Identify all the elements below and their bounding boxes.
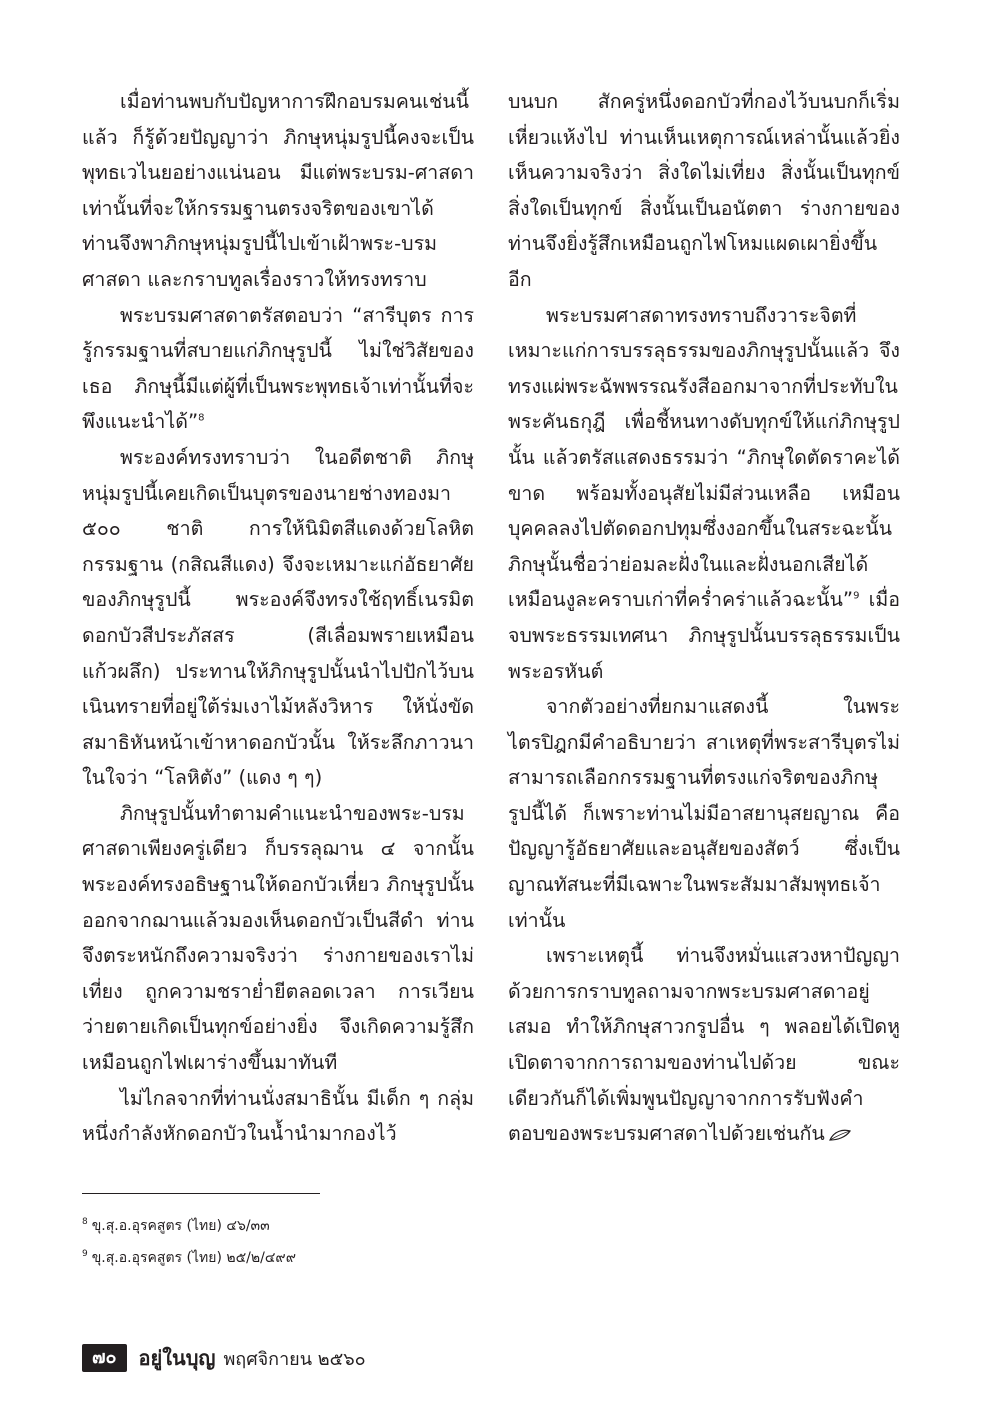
paragraph (82, 298, 474, 440)
paragraph (508, 298, 900, 690)
footnote-divider (82, 1193, 320, 1194)
paragraph-text: เมื่อจบพระธรรมเทศนา ภิกษุรูปนั้นบรรลุธรรมเป็นพระอรหันต์ (508, 588, 900, 683)
paragraph-text: พระบรมศาสดาทรงทราบถึงวาระจิตที่เหมาะแก่การบรรลุธรรมของภิกษุรูปนั้นแล้ว จึงทรงแผ่พระฉัพพรรณรังสีออกมาจากที่ประทับในพระคันธกุฎี เพื่อชี้หนทางดับทุกข์ให้แก่ภิกษุรูปนั้น แล้วตรัสแสดงธรรมว่า “ภิกษุใดตัดราคะได้ขาด พร้อมทั้งอนุสัยไม่มีส่วนเหลือ เหมือนบุคคลลงไปตัดดอกปทุมซึ่งงอกขึ้นในสระฉะนั้น ภิกษุนั้นชื่อว่าย่อมละฝั่งในและฝั่งนอกเสียได้ เหมือนงูละคราบเก่าที่คร่ำคร่าแล้วฉะนั้น” (508, 303, 900, 612)
footnote-number: 9 (82, 1249, 88, 1260)
footnote-text: ขุ.สุ.อ.อุรคสูตร (ไทย) ๒๕/๒/๔๙๙ (91, 1250, 296, 1266)
paragraph (508, 938, 900, 1152)
paragraph: บนบก สักครู่หนึ่งดอกบัวที่กองไว้บนบกก็เริ่มเหี่ยวแห้งไป ท่านเห็นเหตุการณ์เหล่านั้นแล้วยิ่งเห็นความจริงว่า สิ่งใดไม่เที่ยง สิ่งนั้นเป็นทุกข์ สิ่งใดเป็นทุกข์ สิ่งนั้นเป็นอนัตตา ร่างกายของท่านจึงยิ่งรู้สึกเหมือนถูกไฟโหมแผดเผายิ่งขึ้นอีก (508, 90, 900, 291)
leaf-end-icon (829, 1129, 851, 1141)
paragraph: ภิกษุรูปนั้นทำตามคำแนะนำของพระ-บรมศาสดาเพียงครู่เดียว ก็บรรลุฌาน ๔ จากนั้นพระองค์ทรงอธิษฐานให้ดอกบัวเหี่ยว ภิกษุรูปนั้นออกจากฌานแล้วมองเห็นดอกบัวเป็นสีดำ ท่านจึงตระหนักถึงความจริงว่า ร่างกายของเราไม่เที่ยง ถูกความชราย่ำยีตลอดเวลา การเวียนว่ายตายเกิดเป็นทุกข์อย่างยิ่ง จึงเกิดความรู้สึกเหมือนถูกไฟเผาร่างขึ้นมาทันที (82, 801, 474, 1075)
paragraph-text: เพราะเหตุนี้ ท่านจึงหมั่นแสวงหาปัญญาด้วยการกราบทูลถามจากพระบรมศาสดาอยู่เสมอ ทำให้ภิกษุสาวกรูปอื่น ๆ พลอยได้เปิดหูเปิดตาจากการถามของท่านไปด้วย ขณะเดียวกันก็ได้เพิ่มพูนปัญญาจากการรับฟังคำตอบของพระบรมศาสดาไปด้วยเช่นกัน (508, 944, 900, 1146)
footnote-ref: 9 (853, 590, 860, 602)
footnote-text: ขุ.สุ.อ.อุรคสูตร (ไทย) ๔๖/๓๓ (91, 1218, 270, 1234)
page-number: ๗๐ (82, 1344, 127, 1372)
issue-date: พฤศจิกายน ๒๕๖๐ (223, 1348, 366, 1370)
paragraph: เมื่อท่านพบกับปัญหาการฝึกอบรมคนเช่นนี้แล้ว ก็รู้ด้วยปัญญาว่า ภิกษุหนุ่มรูปนี้คงจะเป็นพุทธเวไนยอย่างแน่นอน มีแต่พระบรม-ศาสดาเท่านั้นที่จะให้กรรมฐานตรงจริตของเขาได้ ท่านจึงพาภิกษุหนุ่มรูปนี้ไปเข้าเฝ้าพระ-บรมศาสดา และกราบทูลเรื่องราวให้ทรงทราบ (82, 90, 474, 291)
footnote-number: 8 (82, 1217, 88, 1228)
magazine-title: อยู่ในบุญ (138, 1346, 216, 1370)
footnote-ref: 8 (198, 412, 205, 424)
page-footer (82, 1343, 366, 1373)
paragraph-text: พระบรมศาสดาตรัสตอบว่า “สารีบุตร การรู้กรรมฐานที่สบายแก่ภิกษุรูปนี้ ไม่ใช่วิสัยของเธอ ภิกษุนี้มีแต่ผู้ที่เป็นพระพุทธเจ้าเท่านั้นที่จะพึงแนะนำได้” (82, 303, 474, 434)
footnote (82, 1242, 582, 1274)
paragraph: จากตัวอย่างที่ยกมาแสดงนี้ ในพระไตรปิฎกมีคำอธิบายว่า สาเหตุที่พระสารีบุตรไม่สามารถเลือกกรรมฐานที่ตรงแก่จริตของภิกษุรูปนี้ได้ ก็เพราะท่านไม่มีอาสยานุสยญาณ คือ ปัญญารู้อัธยาศัยและอนุสัยของสัตว์ ซึ่งเป็นญาณทัสนะที่มีเฉพาะในพระสัมมาสัมพุทธเจ้าเท่านั้น (508, 695, 900, 932)
left-column (82, 84, 474, 1152)
right-column (508, 84, 900, 1152)
footnote (82, 1210, 582, 1242)
paragraph: ไม่ไกลจากที่ท่านนั่งสมาธินั้น มีเด็ก ๆ กลุ่มหนึ่งกำลังหักดอกบัวในน้ำนำมากองไว้ (82, 1086, 474, 1146)
paragraph: พระองค์ทรงทราบว่า ในอดีตชาติ ภิกษุหนุ่มรูปนี้เคยเกิดเป็นบุตรของนายช่างทองมา ๕๐๐ ชาติ การให้นิมิตสีแดงด้วยโลหิตกรรมฐาน (กสิณสีแดง) จึงจะเหมาะแก่อัธยาศัยของภิกษุรูปนี้ พระองค์จึงทรงใช้ฤทธิ์เนรมิตดอกบัวสีประภัสสร (สีเลื่อมพรายเหมือนแก้วผลึก) ประทานให้ภิกษุรูปนั้นนำไปปักไว้บนเนินทรายที่อยู่ใต้ร่มเงาไม้หลังวิหาร ให้นั่งขัดสมาธิหันหน้าเข้าหาดอกบัวนั้น ให้ระลึกภาวนาในใจว่า “โลหิตัง” (แดง ๆ ๆ) (82, 445, 474, 790)
footnotes (82, 1210, 582, 1274)
